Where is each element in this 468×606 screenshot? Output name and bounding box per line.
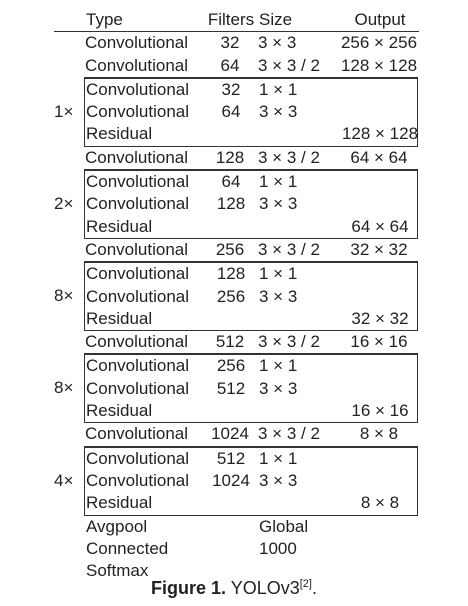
cell-filters: 128 (215, 147, 245, 167)
block-multiplier: 8× (54, 378, 74, 398)
architecture-table (54, 9, 419, 582)
cell-size: 1 × 1 (259, 264, 298, 284)
cell-filters: 256 (216, 356, 246, 376)
cell-size: 3 × 3 (259, 102, 298, 122)
cell-size: 3 × 3 / 2 (258, 424, 320, 444)
cell-size: 3 × 3 / 2 (258, 147, 320, 167)
cell-type: Convolutional (86, 356, 190, 376)
cell-size: 1 × 1 (259, 172, 298, 192)
cell-type: Convolutional (86, 172, 190, 192)
cell-type: Convolutional (86, 79, 190, 99)
cell-size: 1 × 1 (259, 448, 298, 468)
cell-filters: 32 (221, 79, 241, 99)
table-row (84, 331, 418, 354)
cell-type: Residual (86, 216, 153, 236)
residual-block (54, 354, 418, 423)
table-row (85, 216, 417, 238)
table-row (85, 286, 417, 308)
header-output: Output (354, 10, 406, 29)
table-row (85, 355, 417, 377)
cell-type: Residual (86, 401, 153, 421)
cell-output: 256 × 256 (340, 33, 418, 53)
cell-type: Convolutional (86, 102, 190, 122)
cell-type: Convolutional (85, 424, 189, 444)
residual-block (54, 262, 418, 331)
residual-block (54, 447, 418, 516)
cell-output: 64 × 64 (350, 147, 408, 167)
table-row (54, 538, 419, 560)
cell-type: Convolutional (85, 147, 189, 167)
table-row (84, 239, 418, 262)
header-type: Type (86, 10, 123, 29)
cell-size: 3 × 3 / 2 (258, 332, 320, 352)
cell-size: 3 × 3 / 2 (258, 239, 320, 259)
cell-filters: 256 (216, 286, 246, 306)
table-row (85, 448, 417, 470)
cell-filters: 64 (220, 55, 240, 75)
cell-output: 8 × 8 (359, 424, 399, 444)
cell-filters: 32 (220, 33, 240, 53)
table-row (85, 308, 417, 330)
cell-type: Residual (86, 124, 153, 144)
header-filters: Filters (207, 10, 255, 29)
cell-type: Avgpool (86, 516, 148, 536)
table-row (84, 423, 418, 446)
block-multiplier: 4× (54, 470, 74, 490)
caption-ref: [2] (299, 578, 312, 590)
cell-filters: 128 (216, 264, 246, 284)
caption-label: Figure 1. (151, 578, 227, 598)
header-size: Size (259, 10, 293, 29)
cell-type: Convolutional (85, 239, 189, 259)
cell-output: 128 × 128 (340, 55, 418, 75)
table-row (85, 101, 417, 123)
cell-type: Connected (86, 538, 169, 558)
caption-end: . (311, 578, 317, 598)
cell-output: 32 × 32 (350, 239, 408, 259)
cell-type: Softmax (86, 561, 149, 581)
residual-block (54, 170, 418, 239)
cell-size: 3 × 3 (259, 470, 298, 490)
table-row (85, 263, 417, 285)
cell-filters: 256 (215, 239, 245, 259)
cell-type: Convolutional (86, 194, 190, 214)
cell-type: Convolutional (85, 33, 189, 53)
cell-output: 128 × 128 (341, 124, 419, 144)
cell-type: Residual (86, 493, 153, 513)
table-row (85, 470, 417, 492)
table-row (85, 492, 417, 514)
cell-size: Global (259, 516, 309, 536)
residual-block (54, 78, 419, 147)
cell-size: 3 × 3 / 2 (258, 55, 320, 75)
cell-output: 16 × 16 (351, 401, 409, 421)
cell-size: 1 × 1 (259, 79, 298, 99)
cell-size: 3 × 3 (258, 33, 297, 53)
cell-filters: 64 (221, 102, 241, 122)
cell-type: Convolutional (86, 448, 190, 468)
block-multiplier: 2× (54, 194, 74, 214)
cell-filters: 512 (215, 332, 245, 352)
cell-filters: 1024 (212, 470, 250, 490)
table-row (85, 400, 417, 422)
caption-text: YOLOv3 (230, 578, 300, 598)
cell-filters: 512 (216, 448, 246, 468)
cell-size: 1 × 1 (259, 356, 298, 376)
cell-type: Convolutional (85, 55, 189, 75)
block-multiplier: 8× (54, 286, 74, 306)
figure-caption (0, 578, 468, 599)
cell-type: Convolutional (86, 264, 190, 284)
table-row (84, 147, 418, 170)
cell-size: 3 × 3 (259, 286, 298, 306)
cell-filters: 1024 (211, 424, 249, 444)
cell-type: Convolutional (85, 332, 189, 352)
cell-output: 16 × 16 (350, 332, 408, 352)
cell-size: 1000 (259, 538, 297, 558)
cell-output: 8 × 8 (360, 493, 400, 513)
cell-size: 3 × 3 (259, 378, 298, 398)
cell-filters: 64 (221, 172, 241, 192)
table-row (85, 123, 417, 145)
table-row (85, 378, 417, 400)
table-row (84, 55, 418, 78)
table-row (85, 79, 417, 101)
cell-output: 32 × 32 (351, 308, 409, 328)
cell-type: Residual (86, 308, 153, 328)
block-multiplier: 1× (54, 101, 74, 121)
table-header (54, 9, 419, 32)
cell-type: Convolutional (86, 286, 190, 306)
table-row (85, 171, 417, 193)
table-row (84, 32, 418, 54)
cell-output: 64 × 64 (351, 216, 409, 236)
table-body (54, 32, 419, 582)
table-row (54, 516, 419, 538)
cell-filters: 128 (216, 194, 246, 214)
cell-type: Convolutional (86, 378, 190, 398)
cell-filters: 512 (216, 378, 246, 398)
cell-type: Convolutional (86, 470, 190, 490)
cell-size: 3 × 3 (259, 194, 298, 214)
table-row (85, 193, 417, 215)
